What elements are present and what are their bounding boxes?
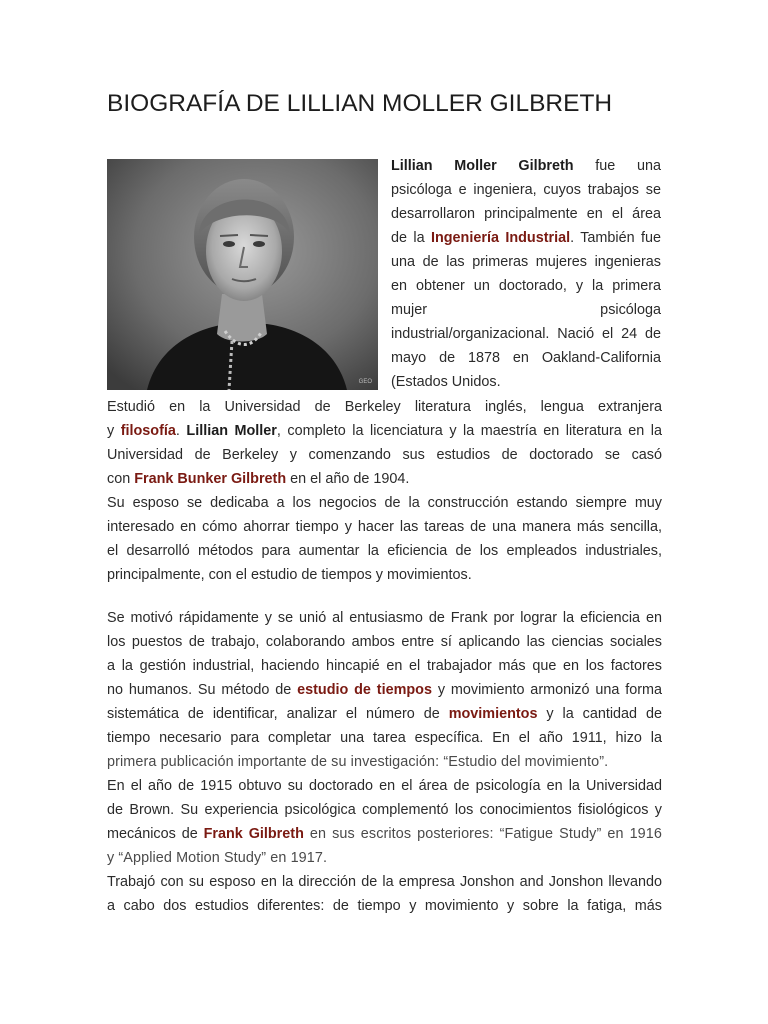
text-run: , completo la licenciatura y la maestría en literatura en la <box>276 423 663 439</box>
text-run: desarrollaron principalmente en el área <box>391 206 661 222</box>
text-run: los puestos de trabajo, colaborando ambos entre sí aplicando las ciencias sociales <box>107 634 662 650</box>
body_lines-line <box>107 777 662 795</box>
text-run: En el año de 1915 obtuvo su doctorado en el área de psicología en la Universidad <box>107 778 662 794</box>
body_lines-line <box>107 566 662 584</box>
text-run: (Estados Unidos. <box>391 374 501 390</box>
body_lines-line <box>107 825 662 843</box>
bold-term: Lillian Moller <box>186 423 277 439</box>
link-term[interactable]: Ingeniería Industrial <box>430 230 571 246</box>
body_lines-line <box>107 446 662 464</box>
bold-term: Lillian Moller Gilbreth <box>391 158 574 174</box>
text-run: de la <box>391 230 431 246</box>
body_lines-line <box>107 753 662 771</box>
intro_lines-line <box>391 181 661 199</box>
portrait-photo <box>107 159 378 390</box>
body_lines-line <box>107 633 662 651</box>
text-run: el desarrolló métodos para aumentar la eficiencia de los empleados industriales, <box>107 543 662 559</box>
intro_lines-line <box>391 373 661 391</box>
intro_lines-line <box>391 157 661 175</box>
text-run: interesado en cómo ahorrar tiempo y hacer las tareas de una manera más sencilla, <box>107 519 662 535</box>
intro_lines-line <box>391 325 661 343</box>
text-run: con <box>107 471 135 487</box>
portrait-illustration <box>107 159 378 390</box>
body_lines-line <box>107 470 662 488</box>
link-term[interactable]: estudio de tiempos <box>297 682 432 698</box>
text-run: primera publicación importante de su investigación: “Estudio del movimiento”. <box>107 754 609 770</box>
body_lines-line <box>107 897 662 915</box>
intro_lines-line <box>391 229 661 247</box>
text-run: industrial/organizacional. Nació el 24 de <box>391 326 661 342</box>
intro_lines-line <box>391 205 661 223</box>
text-run: de Brown. Su experiencia psicológica complementó los conocimientos fisiológicos y <box>107 802 662 818</box>
text-run: y movimiento armonizó una forma <box>431 682 663 698</box>
text-run: sistemática de identificar, analizar el número de <box>107 706 449 722</box>
text-run: Se motivó rápidamente y se unió al entusiasmo de Frank por lograr la eficiencia en <box>107 610 662 626</box>
body_lines-line <box>107 681 662 699</box>
body_lines-line <box>107 422 662 440</box>
text-run: en el año de 1904. <box>286 471 410 487</box>
intro_lines-line <box>391 253 661 271</box>
link-term[interactable]: Frank Gilbreth <box>203 826 304 842</box>
body_lines-line <box>107 609 662 627</box>
text-run: a la gestión industrial, haciendo hincapié en el trabajador más que en los factores <box>107 658 662 674</box>
text-run: mujer psicóloga <box>391 302 661 318</box>
link-term[interactable]: Frank Bunker Gilbreth <box>134 471 287 487</box>
body_lines-line <box>107 542 662 560</box>
text-run: mecánicos de <box>107 826 204 842</box>
body_lines-line <box>107 398 662 416</box>
text-run: no humanos. Su método de <box>107 682 298 698</box>
body_lines-line <box>107 849 662 867</box>
text-run: tiempo necesario para completar una tarea específica. En el año 1911, hizo la <box>107 730 662 746</box>
intro_lines-line <box>391 277 661 295</box>
text-run: Estudió en la Universidad de Berkeley literatura inglés, lengua extranjera <box>107 399 662 415</box>
link-term[interactable]: movimientos <box>448 706 538 722</box>
photo-watermark: GEO <box>358 379 372 385</box>
text-run: y la cantidad de <box>537 706 662 722</box>
body_lines-line <box>107 801 662 819</box>
intro_lines-line <box>391 301 661 319</box>
text-run: Su esposo se dedicaba a los negocios de la construcción estando siempre muy <box>107 495 662 511</box>
link-term[interactable]: filosofía <box>120 423 176 439</box>
body_lines-line <box>107 494 662 512</box>
body_lines-line <box>107 729 662 747</box>
text-run: . También fue <box>570 230 661 246</box>
text-run: fue una <box>573 158 662 174</box>
body_lines-line <box>107 705 662 723</box>
text-run: y <box>107 423 121 439</box>
text-run: principalmente, con el estudio de tiempos y movimientos. <box>107 567 472 583</box>
text-run: . <box>175 423 187 439</box>
page-title: BIOGRAFÍA DE LILLIAN MOLLER GILBRETH <box>107 90 613 117</box>
text-run: mayo de 1878 en Oakland-California <box>391 350 661 366</box>
text-run: y “Applied Motion Study” en 1917. <box>107 850 328 866</box>
text-run: Trabajó con su esposo en la dirección de la empresa Jonshon and Jonshon llevando <box>107 874 662 890</box>
text-run: psicóloga e ingeniera, cuyos trabajos se <box>391 182 661 198</box>
body_lines-line <box>107 873 662 891</box>
body_lines-line <box>107 657 662 675</box>
text-run: Universidad de Berkeley y comenzando sus estudios de doctorado se casó <box>107 447 662 463</box>
text-run: a cabo dos estudios diferentes: de tiempo y movimiento y sobre la fatiga, más <box>107 898 662 914</box>
intro_lines-line <box>391 349 661 367</box>
text-run: en obtener un doctorado, y la primera <box>391 278 661 294</box>
body_lines-line <box>107 518 662 536</box>
text-run: en sus escritos posteriores: “Fatigue Study” en 1916 <box>303 826 662 842</box>
text-run: una de las primeras mujeres ingenieras <box>391 254 661 270</box>
